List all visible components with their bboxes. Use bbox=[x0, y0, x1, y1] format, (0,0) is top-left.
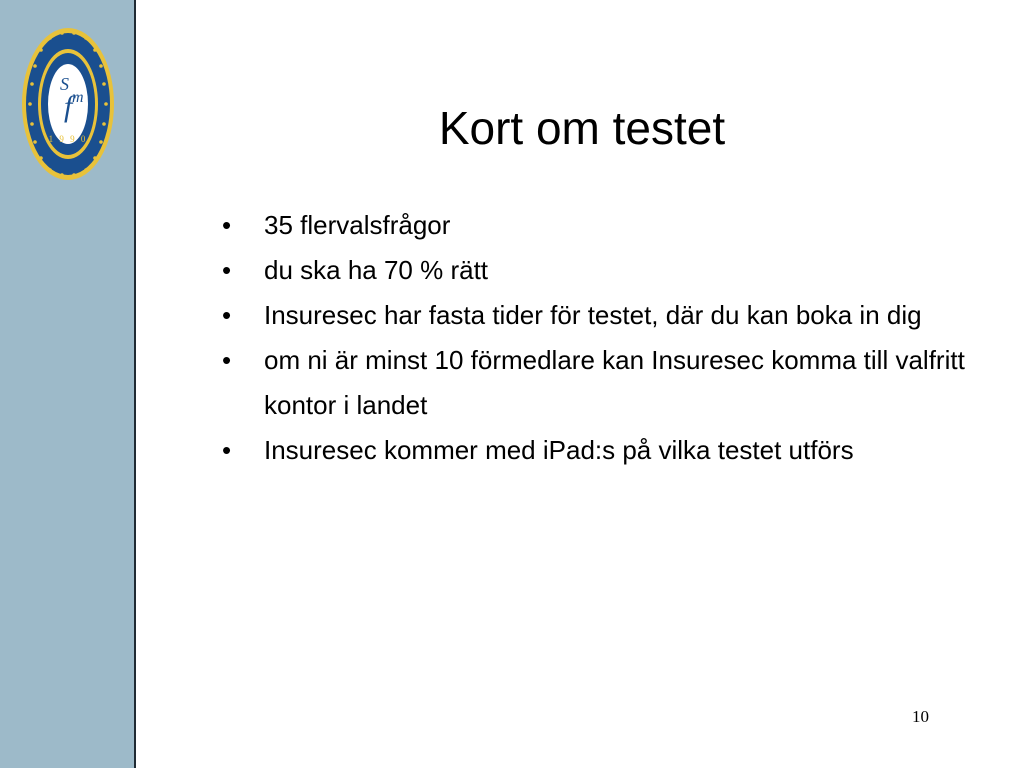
bullet-text: 35 flervalsfrågor bbox=[264, 210, 451, 240]
bullet-text: om ni är minst 10 förmedlare kan Insuresec komma till valfritt kontor i landet bbox=[264, 345, 965, 420]
bullet-item bbox=[222, 428, 992, 473]
bullet-text: Insuresec kommer med iPad:s på vilka testet utförs bbox=[264, 435, 854, 465]
bullet-item bbox=[222, 293, 992, 338]
sidebar bbox=[0, 0, 136, 768]
logo-year: 1 9 9 0 bbox=[48, 134, 88, 144]
bullet-marker: • bbox=[222, 255, 232, 285]
sfm-seal-logo bbox=[20, 24, 116, 184]
bullet-text: Insuresec har fasta tider för testet, där du kan boka in dig bbox=[264, 300, 922, 330]
bullet-text: du ska ha 70 % rätt bbox=[264, 255, 489, 285]
bullet-marker: • bbox=[222, 435, 232, 465]
bullet-item bbox=[222, 248, 992, 293]
bullet-marker: • bbox=[222, 210, 232, 240]
bullet-marker: • bbox=[222, 345, 232, 375]
bullet-item bbox=[222, 203, 992, 248]
bullet-item bbox=[222, 338, 992, 428]
slide-title: Kort om testet bbox=[438, 102, 726, 154]
logo-monogram-s: S bbox=[60, 74, 69, 94]
logo-monogram-f: f bbox=[64, 90, 73, 123]
bullet-marker: • bbox=[222, 300, 232, 330]
logo-monogram-m: m bbox=[72, 89, 84, 106]
page-number: 10 bbox=[912, 707, 929, 726]
bullet-list bbox=[222, 203, 992, 473]
